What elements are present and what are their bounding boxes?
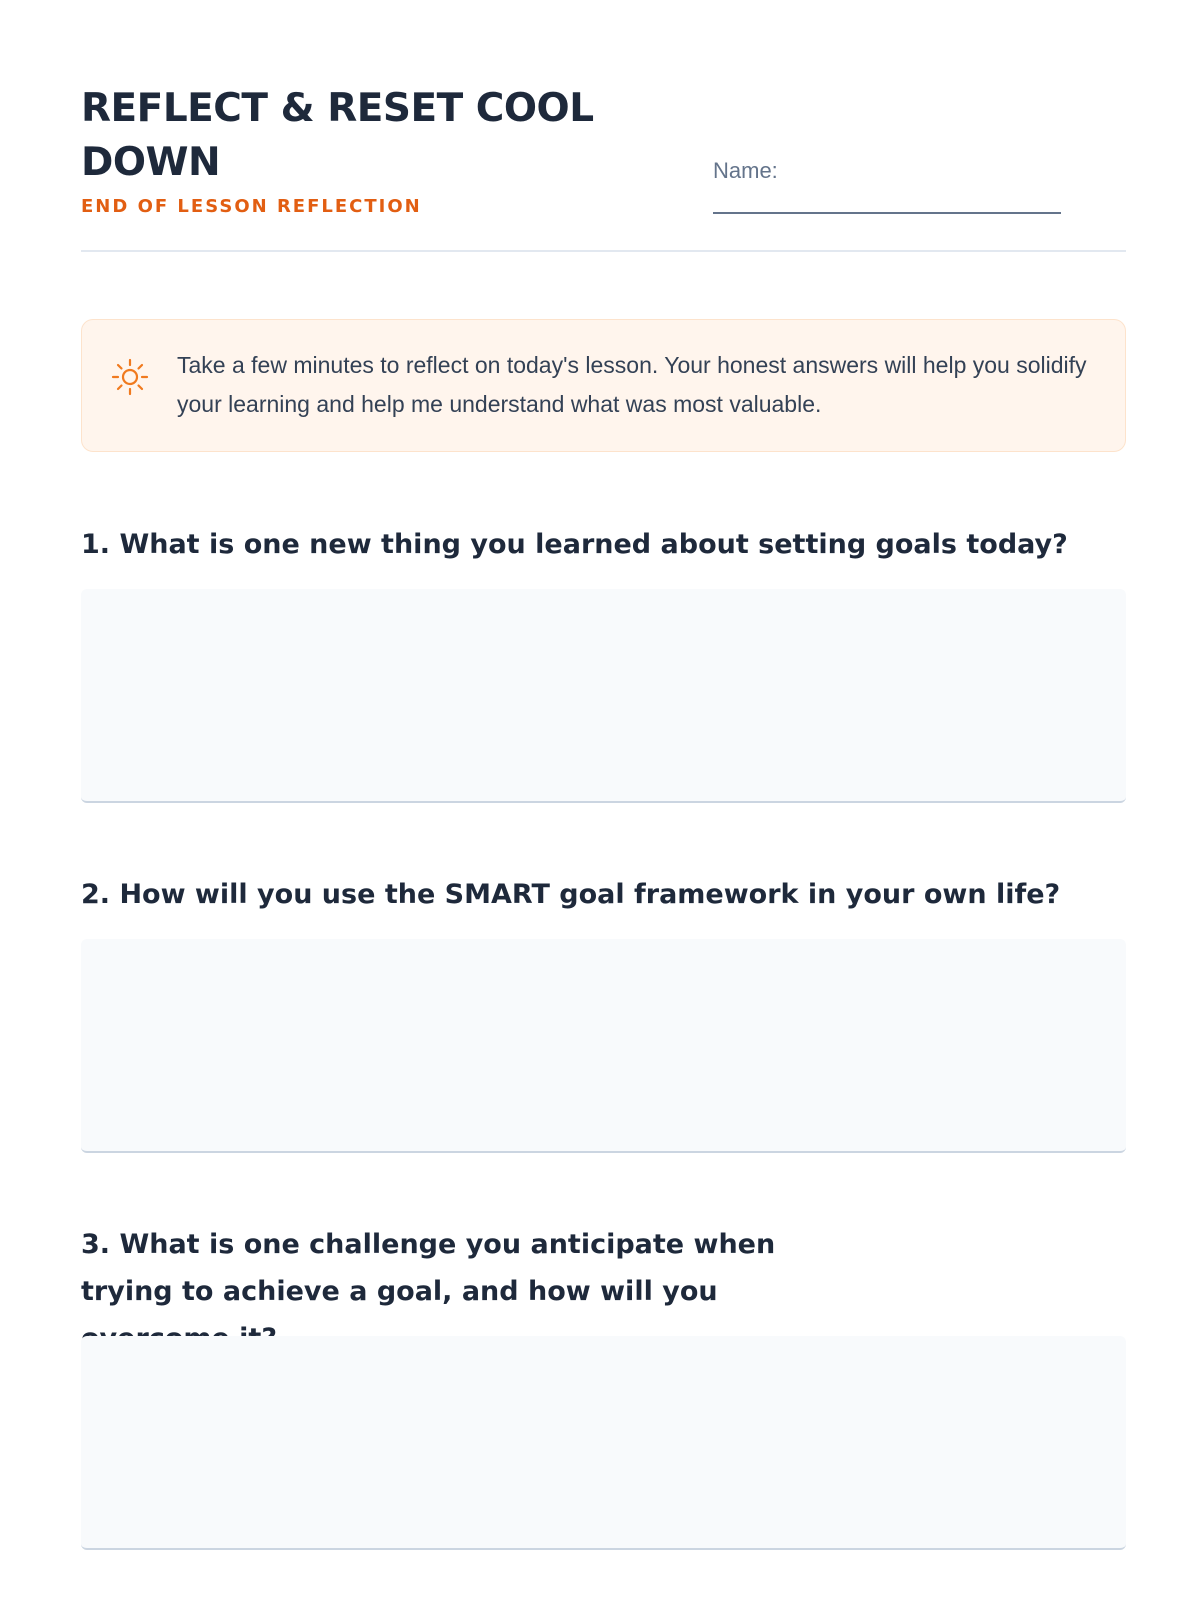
sun-icon [110,357,150,397]
instructions-callout [81,319,1126,452]
page-title: REFLECT & RESET COOL DOWN [81,86,594,185]
worksheet-page [81,0,1126,1307]
answer-box-2[interactable] [81,939,1126,1153]
question-2: 2. How will you use the SMART goal framework in your own life? [81,879,1061,910]
question-3: 3. What is one challenge you anticipate when trying to achieve a goal, and how will you [81,1229,776,1307]
answer-box-1[interactable] [81,589,1126,803]
page-subtitle: END OF LESSON REFLECTION [81,196,422,217]
worksheet-header [81,0,1126,252]
name-field[interactable] [713,212,1061,214]
name-label: Name: [713,158,778,183]
answer-box-3[interactable] [81,1336,1126,1550]
question-1: 1. What is one new thing you learned about setting goals today? [81,529,1068,560]
instructions-text: Take a few minutes to reflect on today's lesson. Your honest answers will help you solidify your learning and help me understand what was most valuable. [177,352,1087,417]
